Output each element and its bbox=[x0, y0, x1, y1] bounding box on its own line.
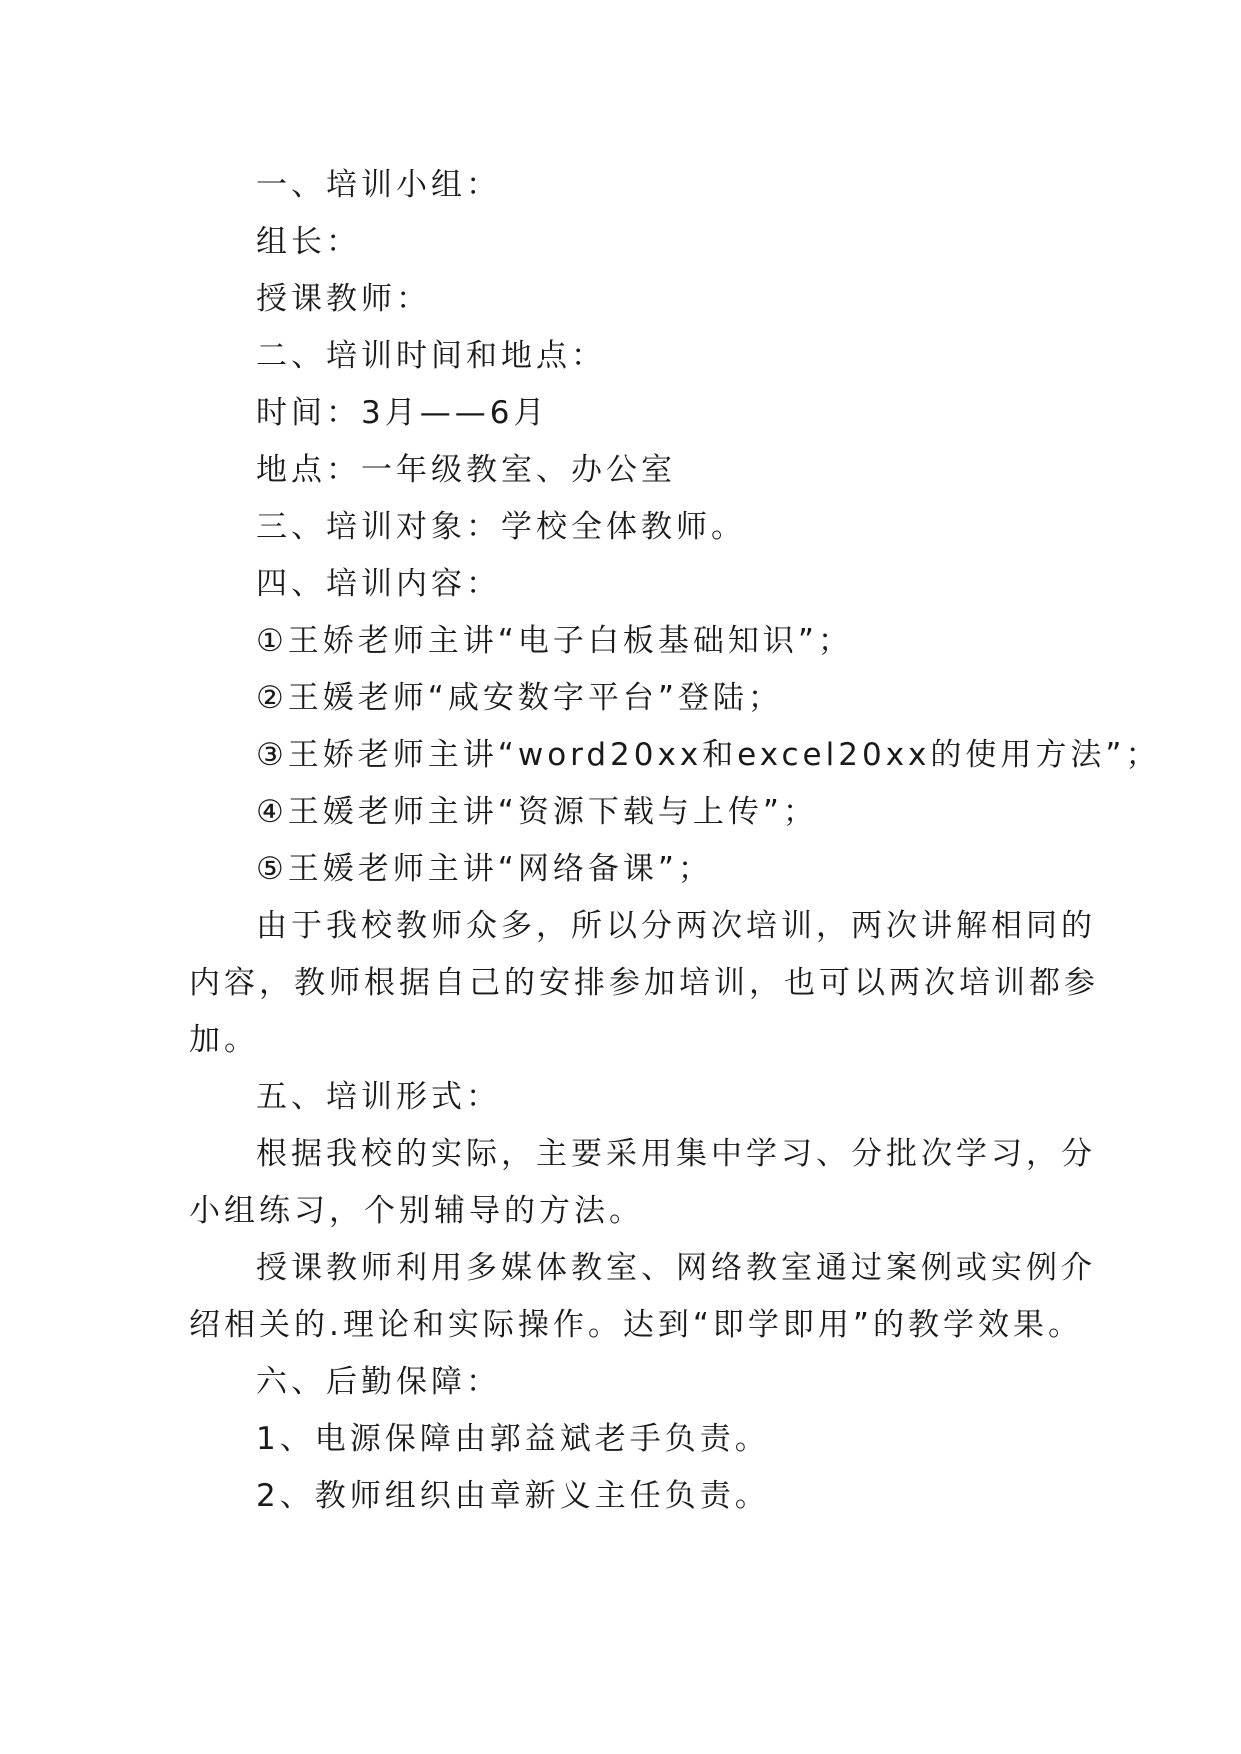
paragraph-line: 小组练习，个别辅导的方法。 bbox=[189, 1193, 644, 1229]
list-item: ③王娇老师主讲“word20xx和excel20xx的使用方法”； bbox=[256, 737, 1161, 773]
paragraph-line: 内容，教师根据自己的安排参加培训，也可以两次培训都参 bbox=[189, 965, 1099, 1001]
paragraph-line: 加。 bbox=[189, 1022, 259, 1058]
list-item: 1、电源保障由郭益斌老手负责。 bbox=[256, 1421, 770, 1457]
paragraph-line: 由于我校教师众多，所以分两次培训，两次讲解相同的 bbox=[256, 908, 1096, 944]
section-heading-6: 六、后勤保障： bbox=[256, 1364, 501, 1400]
section-heading-4: 四、培训内容： bbox=[256, 566, 501, 602]
list-item: ①王娇老师主讲“电子白板基础知识”； bbox=[256, 623, 853, 659]
list-item: 2、教师组织由章新义主任负责。 bbox=[256, 1478, 770, 1514]
paragraph-line: 授课教师利用多媒体教室、网络教室通过案例或实例介 bbox=[256, 1250, 1096, 1286]
list-item: ②王媛老师“咸安数字平台”登陆； bbox=[256, 680, 783, 716]
text-line: 组长： bbox=[256, 224, 361, 260]
list-item: ④王媛老师主讲“资源下载与上传”； bbox=[256, 794, 818, 830]
paragraph-line: 绍相关的.理论和实际操作。达到“即学即用”的教学效果。 bbox=[189, 1307, 1083, 1343]
section-heading-1: 一、培训小组： bbox=[256, 167, 501, 203]
section-heading-5: 五、培训形式： bbox=[256, 1079, 501, 1115]
text-line: 时间：3月——6月 bbox=[256, 395, 549, 431]
section-heading-2: 二、培训时间和地点： bbox=[256, 338, 606, 374]
list-item: ⑤王媛老师主讲“网络备课”； bbox=[256, 851, 713, 887]
text-line: 授课教师： bbox=[256, 281, 431, 317]
text-line: 地点：一年级教室、办公室 bbox=[256, 452, 676, 488]
section-heading-3: 三、培训对象：学校全体教师。 bbox=[256, 509, 746, 545]
paragraph-line: 根据我校的实际，主要采用集中学习、分批次学习，分 bbox=[256, 1136, 1096, 1172]
